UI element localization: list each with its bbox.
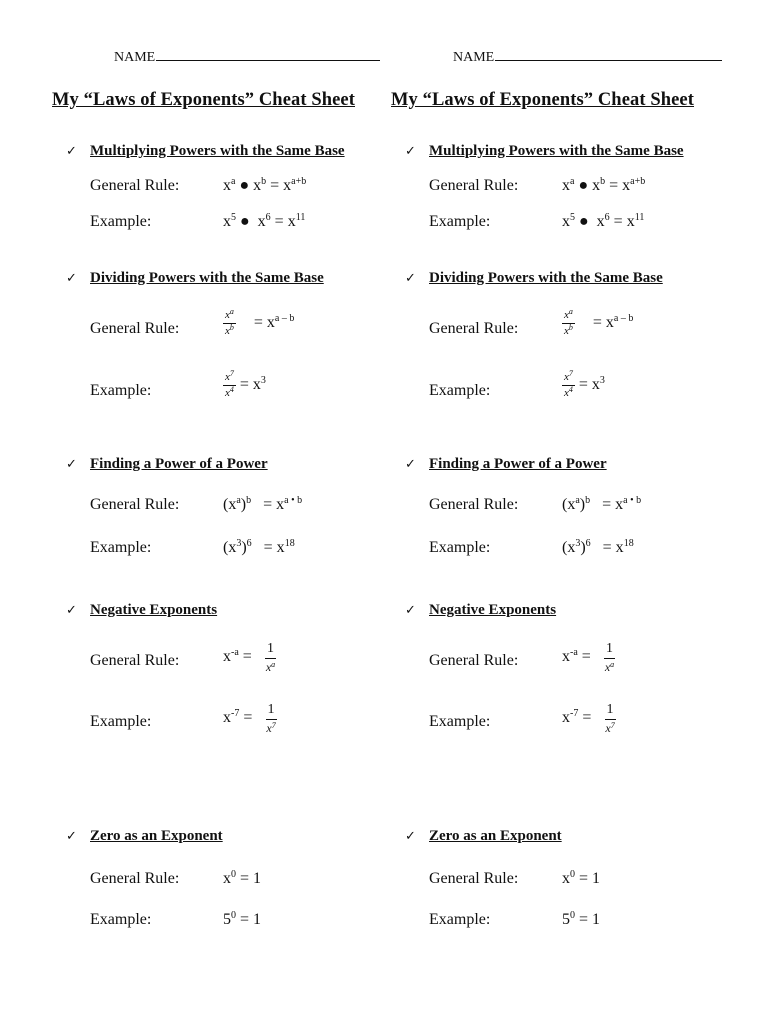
rule-formula: $(x^a)^b = x^{a • b}$ — [562, 495, 642, 513]
general-rule-label: General Rule: — [429, 652, 519, 669]
example-label: Example: — [429, 713, 491, 730]
name-blank[interactable] — [495, 46, 722, 61]
example-label: Example: — [90, 382, 152, 399]
example-label: Example: — [90, 213, 152, 230]
check-icon: ✓ — [405, 457, 416, 472]
general-rule-label: General Rule: — [90, 496, 180, 513]
example-formula: $(x^3)^6 = x^{18}$ — [562, 538, 634, 556]
example-formula: $(x^3)^6 = x^{18}$ — [223, 538, 295, 556]
rule-formula: $x^a$ ● $x^b = x^{a+b}$ — [562, 176, 646, 194]
sheet-title: My “Laws of Exponents” Cheat Sheet — [391, 90, 695, 110]
name-line — [453, 46, 722, 66]
section-heading: Negative Exponents — [90, 602, 218, 618]
check-icon: ✓ — [405, 829, 416, 844]
check-icon: ✓ — [66, 144, 77, 159]
example-label: Example: — [90, 539, 152, 556]
fraction: $\frac{1}{x^7}$ — [605, 702, 615, 735]
example-label: Example: — [90, 713, 152, 730]
fraction: $\frac{x^a}{x^b}$ — [564, 307, 573, 337]
section-heading: Negative Exponents — [429, 602, 557, 618]
rule-formula: $\frac{x^a}{x^b}$ = $x^{a - b}$ — [225, 307, 295, 337]
example-label: Example: — [429, 911, 491, 928]
general-rule-label: General Rule: — [90, 177, 180, 194]
section-heading: Zero as an Exponent — [90, 828, 223, 844]
check-icon: ✓ — [66, 457, 77, 472]
name-blank[interactable] — [156, 46, 380, 61]
general-rule-label: General Rule: — [90, 652, 180, 669]
check-icon: ✓ — [405, 603, 416, 618]
rule-formula: $x^0 = 1$ — [223, 869, 262, 887]
section-heading: Zero as an Exponent — [429, 828, 562, 844]
general-rule-label: General Rule: — [429, 177, 519, 194]
rule-formula: $x^{-a}$ = $\frac{1}{x^a}$ — [223, 641, 276, 674]
check-icon: ✓ — [66, 271, 77, 286]
cheat-sheet-left — [52, 0, 392, 1024]
fraction: $\frac{1}{x^a}$ — [604, 641, 615, 674]
general-rule-label: General Rule: — [429, 320, 519, 337]
section-heading: Multiplying Powers with the Same Base — [429, 143, 684, 159]
fraction: $\frac{x^7}{x^4}$ — [225, 369, 234, 399]
cheat-sheet-right — [391, 0, 731, 1024]
check-icon: ✓ — [405, 144, 416, 159]
check-icon: ✓ — [66, 829, 77, 844]
rule-formula: $x^{-a}$ = $\frac{1}{x^a}$ — [562, 641, 615, 674]
example-formula: $x^{-7}$ = $\frac{1}{x^7}$ — [562, 702, 615, 735]
general-rule-label: General Rule: — [429, 870, 519, 887]
rule-formula: $\frac{x^a}{x^b}$ = $x^{a - b}$ — [564, 307, 634, 337]
example-label: Example: — [429, 213, 491, 230]
rule-formula: $(x^a)^b = x^{a • b}$ — [223, 495, 303, 513]
check-icon: ✓ — [66, 603, 77, 618]
section-heading: Finding a Power of a Power — [90, 456, 268, 472]
name-label: NAME — [114, 50, 156, 65]
section-heading: Dividing Powers with the Same Base — [90, 270, 324, 286]
example-label: Example: — [90, 911, 152, 928]
general-rule-label: General Rule: — [90, 870, 180, 887]
sheet-title: My “Laws of Exponents” Cheat Sheet — [52, 90, 356, 110]
fraction: $\frac{1}{x^7}$ — [266, 702, 276, 735]
fraction: $\frac{1}{x^a}$ — [265, 641, 276, 674]
example-formula: $\frac{x^7}{x^4}$ = $x^3$ — [564, 369, 605, 399]
rule-formula: $x^0 = 1$ — [562, 869, 601, 887]
general-rule-label: General Rule: — [90, 320, 180, 337]
example-formula: $x^5$ ● $x^6 = x^{11}$ — [562, 212, 645, 230]
general-rule-label: General Rule: — [429, 496, 519, 513]
example-formula: $x^5$ ● $x^6 = x^{11}$ — [223, 212, 306, 230]
example-label: Example: — [429, 539, 491, 556]
name-label: NAME — [453, 50, 495, 65]
example-formula: $5^0 = 1$ — [223, 910, 262, 928]
example-label: Example: — [429, 382, 491, 399]
section-heading: Multiplying Powers with the Same Base — [90, 143, 345, 159]
section-heading: Finding a Power of a Power — [429, 456, 607, 472]
section-heading: Dividing Powers with the Same Base — [429, 270, 663, 286]
name-line — [114, 46, 380, 66]
rule-formula: $x^a$ ● $x^b = x^{a+b}$ — [223, 176, 307, 194]
example-formula: $x^{-7}$ = $\frac{1}{x^7}$ — [223, 702, 276, 735]
check-icon: ✓ — [405, 271, 416, 286]
fraction: $\frac{x^a}{x^b}$ — [225, 307, 234, 337]
example-formula: $5^0 = 1$ — [562, 910, 601, 928]
example-formula: $\frac{x^7}{x^4}$ = $x^3$ — [225, 369, 266, 399]
fraction: $\frac{x^7}{x^4}$ — [564, 369, 573, 399]
